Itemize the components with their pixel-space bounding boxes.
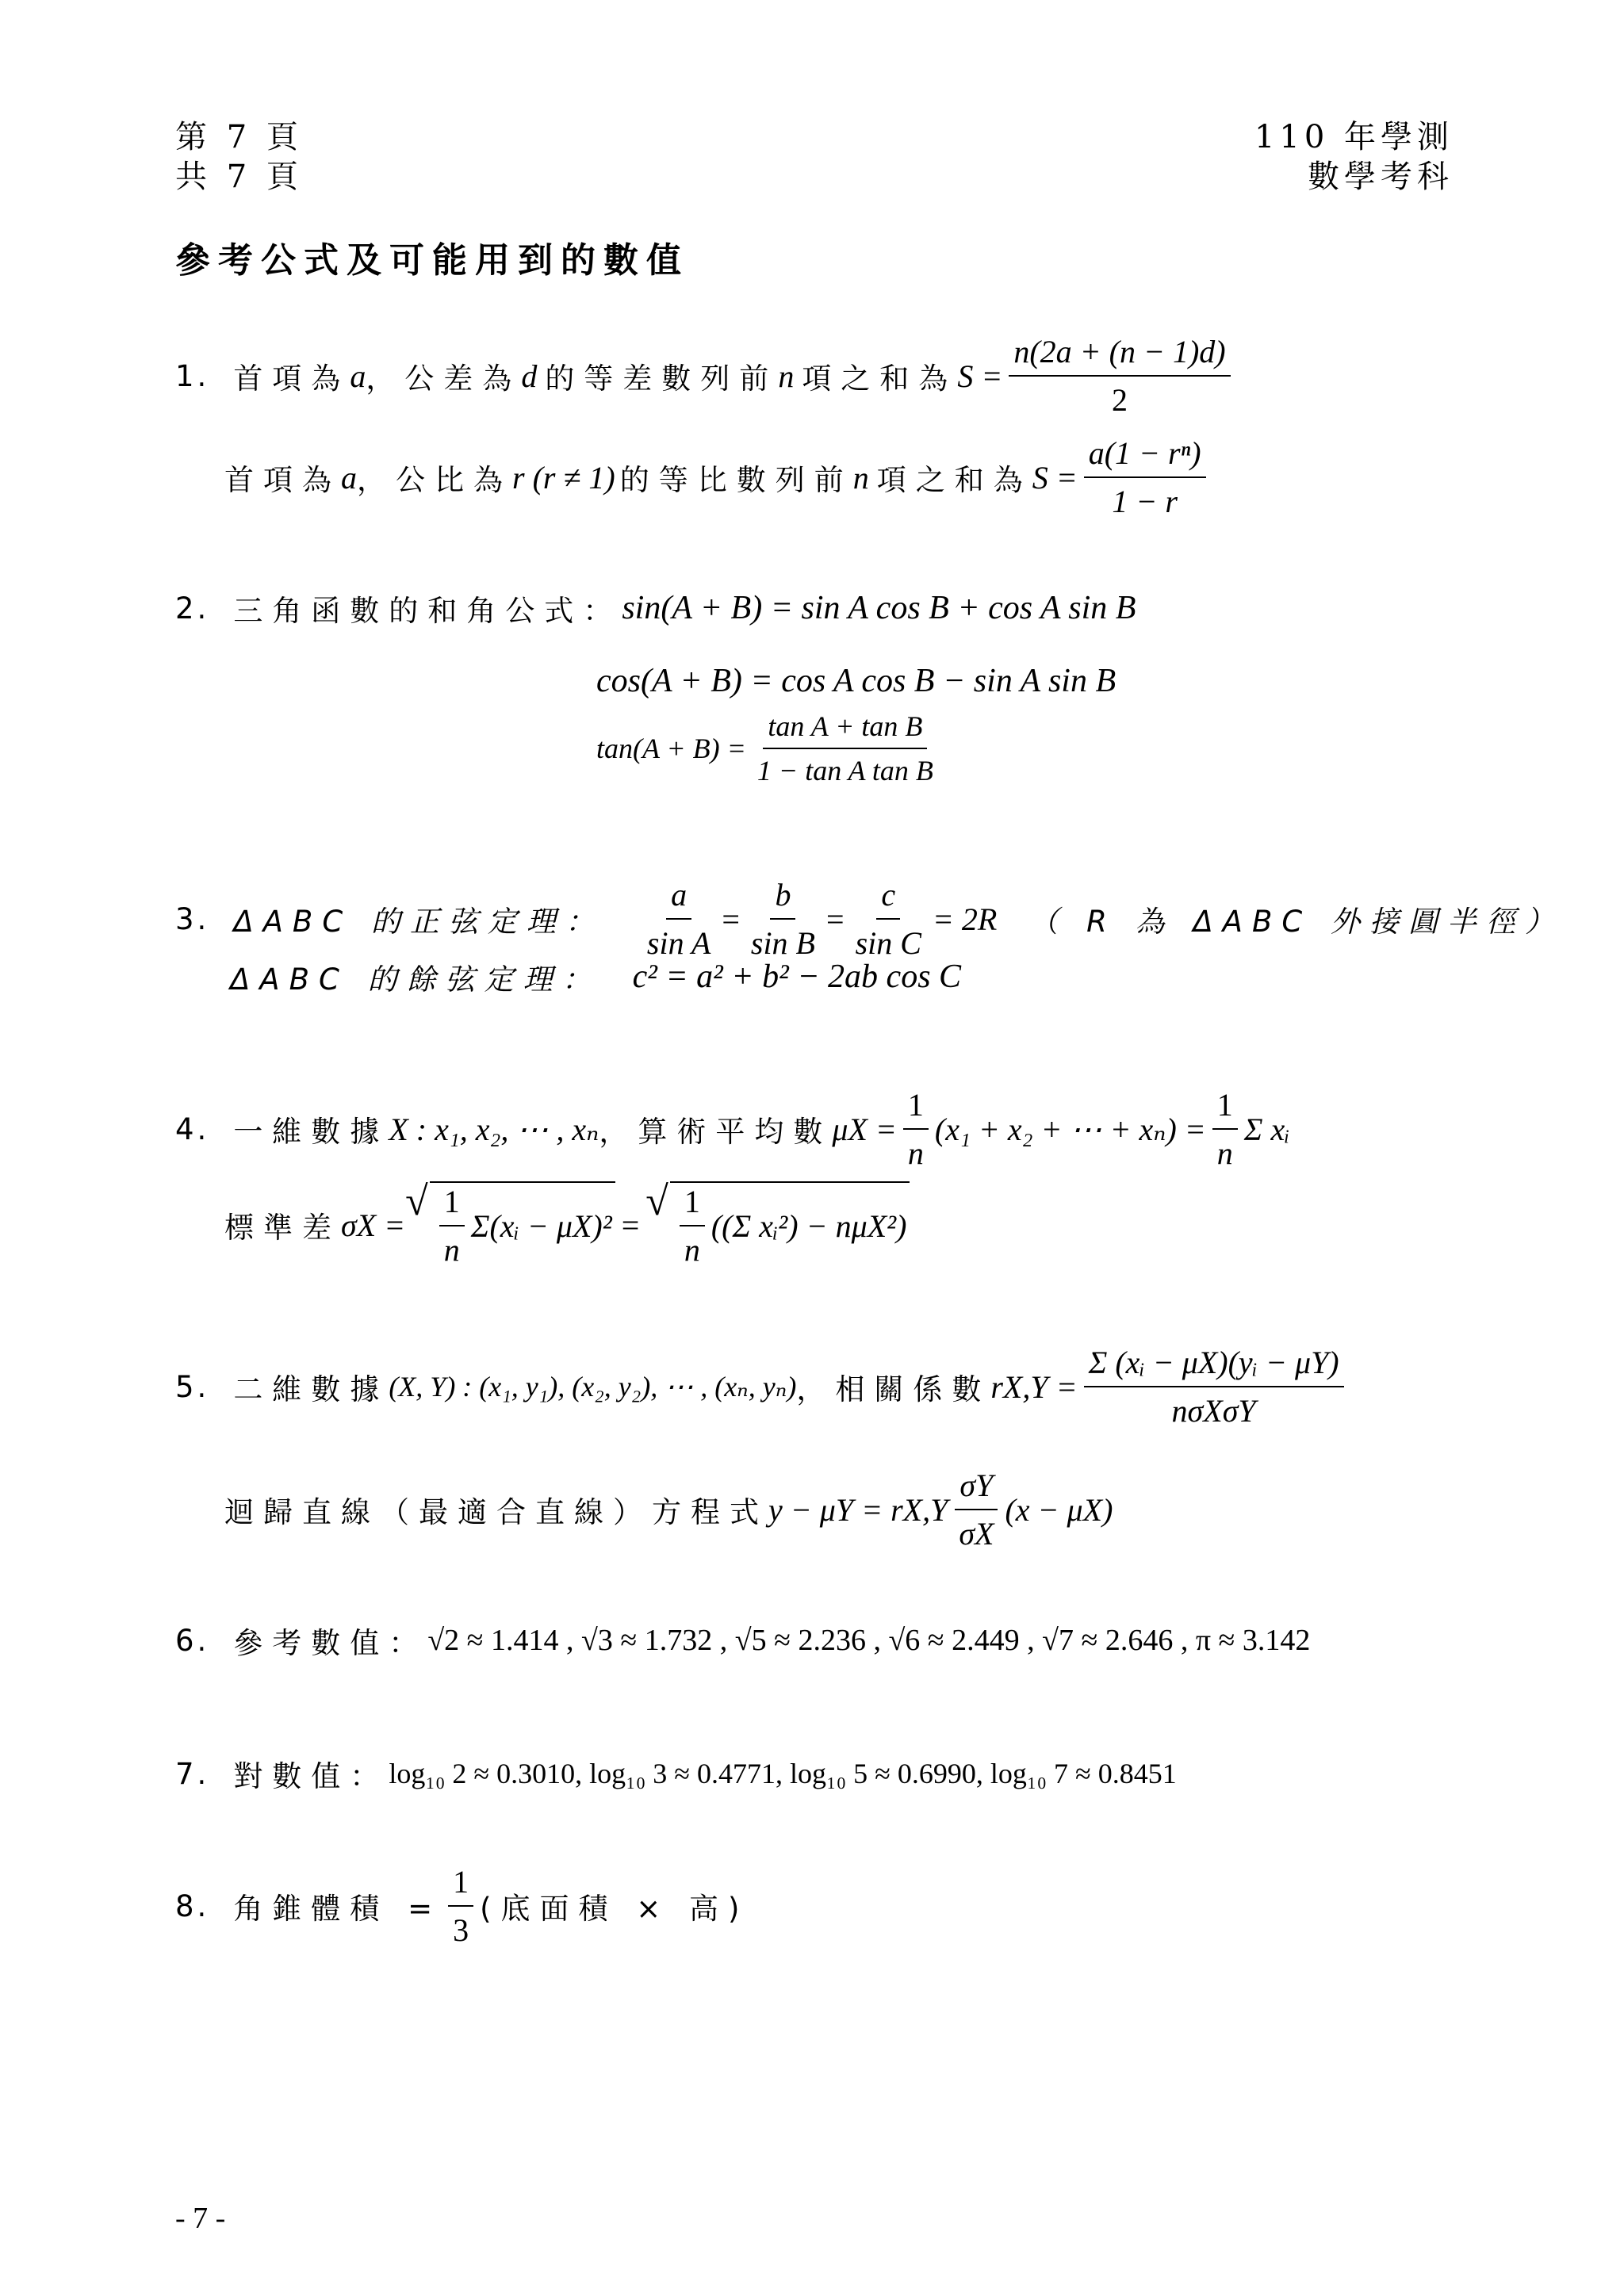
text: 的等比數列前 xyxy=(619,463,853,497)
fraction xyxy=(1084,434,1206,520)
numerator: a(1 − rⁿ) xyxy=(1084,434,1206,478)
item-3-line-2 xyxy=(230,955,961,998)
numerator: a xyxy=(666,876,691,920)
math: c² = a² + b² − 2ab cos C xyxy=(632,959,962,995)
item-2-line-1 xyxy=(175,587,1136,629)
item-number: 2. xyxy=(175,591,210,626)
text: 迴歸直線（最適合直線）方程式 xyxy=(224,1495,768,1529)
text: 首項為 xyxy=(224,463,341,497)
denominator: n xyxy=(907,1135,924,1171)
numerator: Σ (xᵢ − μX)(yᵢ − μY) xyxy=(1084,1344,1344,1387)
item-3-line-1: 3. ΔABC 的正弦定理： $\frac{a}{\text{sin A}}$ = $\frac{b}{\text{sin B}}$ = $\frac{c}{\text{sin C}}$ = 2R （ R 為 ΔABC 外接圓半徑） xyxy=(175,877,1564,961)
fraction xyxy=(642,876,715,962)
item-5-line-1 xyxy=(175,1344,1350,1429)
math-var: a xyxy=(341,459,357,496)
fraction xyxy=(753,710,938,787)
math-var: a xyxy=(350,358,366,394)
text: 參考數值： xyxy=(233,1626,428,1660)
numerator: 1 xyxy=(448,1863,473,1907)
text: 角錐體積 = xyxy=(233,1892,442,1926)
math: rX,Y = xyxy=(990,1368,1078,1405)
denominator: n xyxy=(443,1232,460,1268)
math: sin(A + B) = sin A cos B + cos A sin B xyxy=(622,590,1136,626)
text: 對數值： xyxy=(233,1759,389,1793)
denominator: n xyxy=(684,1232,700,1268)
text: 首項為 xyxy=(233,362,350,396)
item-number: 4. xyxy=(175,1112,210,1146)
total-pages: 共 7 頁 xyxy=(175,159,303,195)
math: μX = xyxy=(832,1111,897,1147)
math: (x₁ + x₂ + ⋯ + xₙ) = xyxy=(934,1111,1206,1147)
text: ，算術平均數 xyxy=(599,1115,833,1149)
fraction xyxy=(680,1183,705,1269)
item-7-line xyxy=(175,1752,1177,1795)
item-4-line-1 xyxy=(175,1086,1290,1172)
numerator: b xyxy=(770,876,795,920)
text: 標準差 xyxy=(224,1211,341,1245)
numerator: 1 xyxy=(680,1183,705,1226)
item-4-line-2: 標準差 σX = √ $\frac{1}{n}$ Σ(xᵢ − μX)² = √ $\frac{1}{n}$ ((Σ xᵢ²) − nμX²) xyxy=(224,1181,910,1269)
math: S = xyxy=(957,358,1003,394)
fraction xyxy=(851,876,926,962)
denominator: 1 − r xyxy=(1112,484,1178,519)
header-right xyxy=(1254,117,1454,197)
denominator: nσXσY xyxy=(1171,1393,1256,1429)
fraction xyxy=(439,1183,465,1269)
fraction xyxy=(1212,1086,1238,1172)
log-values: log₁₀ 2 ≈ 0.3010, log₁₀ 3 ≈ 0.4771, log₁₀ 5 ≈ 0.6990, log₁₀ 7 ≈ 0.8451 xyxy=(389,1758,1177,1789)
math: Σ xᵢ xyxy=(1243,1111,1290,1147)
fraction xyxy=(1084,1344,1344,1429)
item-5-line-2 xyxy=(224,1467,1113,1552)
text: 二維數據 xyxy=(233,1372,389,1406)
text: 項之和為 xyxy=(876,463,1032,497)
math: r (r ≠ 1) xyxy=(512,459,615,496)
numerator: tan A + tan B xyxy=(763,710,927,749)
text: ，相關係數 xyxy=(796,1372,991,1406)
page-title: 參考公式及可能用到的數值 xyxy=(175,240,689,281)
fraction xyxy=(746,876,820,962)
math: cos(A + B) = cos A cos B − sin A sin B xyxy=(596,663,1116,699)
denominator: 1 − tan A tan B xyxy=(756,755,933,786)
item-number: 5. xyxy=(175,1369,210,1404)
text: （ R 為 ΔABC 外接圓半徑） xyxy=(1028,905,1564,939)
math: σX = xyxy=(341,1207,406,1243)
denominator: sin A xyxy=(646,925,711,961)
page-footer: - 7 - xyxy=(175,2202,226,2235)
math-var: n xyxy=(852,459,869,496)
fraction xyxy=(448,1863,473,1949)
fraction xyxy=(954,1467,998,1552)
denominator: sin C xyxy=(855,925,921,961)
text: (底面積 × 高) xyxy=(480,1892,749,1926)
numerator: n(2a + (n − 1)d) xyxy=(1009,333,1230,377)
math: S = xyxy=(1032,459,1078,496)
denominator: 3 xyxy=(453,1912,469,1948)
item-2-line-2 xyxy=(596,662,1116,700)
numerator: σY xyxy=(955,1467,998,1510)
item-number: 8. xyxy=(175,1888,210,1923)
sqrt: √ $\frac{1}{n}$ Σ(xᵢ − μX)² xyxy=(405,1181,615,1269)
math-var: d xyxy=(521,358,538,394)
text: ，公比為 xyxy=(357,463,512,497)
subject: 數學考科 xyxy=(1308,159,1454,195)
numerator: 1 xyxy=(1212,1086,1238,1130)
fraction xyxy=(903,1086,929,1172)
math: = 2R xyxy=(932,901,998,937)
numerator: c xyxy=(876,876,900,920)
item-2-line-3 xyxy=(596,710,944,787)
math: tan(A + B) = xyxy=(596,733,746,764)
item-number: 3. xyxy=(175,901,210,936)
math: ((Σ xᵢ²) − nμX²) xyxy=(710,1207,907,1244)
math-var: n xyxy=(778,358,795,394)
numerator: 1 xyxy=(903,1086,929,1130)
math: Σ(xᵢ − μX)² xyxy=(470,1207,612,1244)
item-number: 1. xyxy=(175,358,210,393)
math: (x − μX) xyxy=(1005,1491,1113,1528)
item-1-line-2 xyxy=(224,434,1212,520)
numerator: 1 xyxy=(439,1183,465,1226)
math: (X, Y) : (x₁, y₁), (x₂, y₂), ⋯ , (xₙ, yₙ) xyxy=(389,1371,797,1402)
math: X : x₁, x₂, ⋯ , xₙ xyxy=(389,1111,599,1147)
item-6-line xyxy=(175,1619,1310,1662)
denominator: σX xyxy=(959,1516,994,1552)
item-number: 7. xyxy=(175,1756,210,1791)
denominator: 2 xyxy=(1111,382,1128,418)
denominator: n xyxy=(1216,1135,1233,1171)
denominator: sin B xyxy=(750,925,815,961)
exam-year: 110 年學測 xyxy=(1254,119,1454,155)
sqrt: √ $\frac{1}{n}$ ((Σ xᵢ²) − nμX²) xyxy=(645,1181,910,1269)
text: 項之和為 xyxy=(802,362,958,396)
fraction xyxy=(1009,333,1230,419)
header-left xyxy=(175,117,303,197)
text: ΔABC 的餘弦定理： xyxy=(230,962,601,997)
text: 三角函數的和角公式： xyxy=(233,594,622,628)
reference-values: √2 ≈ 1.414 , √3 ≈ 1.732 , √5 ≈ 2.236 , √6 ≈ 2.449 , √7 ≈ 2.646 , π ≈ 3.142 xyxy=(427,1624,1311,1657)
item-number: 6. xyxy=(175,1623,210,1658)
item-8-line xyxy=(175,1863,749,1949)
text: ，公差為 xyxy=(366,362,522,396)
text: 的等差數列前 xyxy=(545,362,779,396)
math: y − μY = rX,Y xyxy=(768,1491,948,1528)
item-1-line-1 xyxy=(175,333,1237,419)
text: 一維數據 xyxy=(233,1115,389,1149)
text: ΔABC 的正弦定理： xyxy=(233,905,604,939)
page-number: 第 7 頁 xyxy=(175,119,303,155)
